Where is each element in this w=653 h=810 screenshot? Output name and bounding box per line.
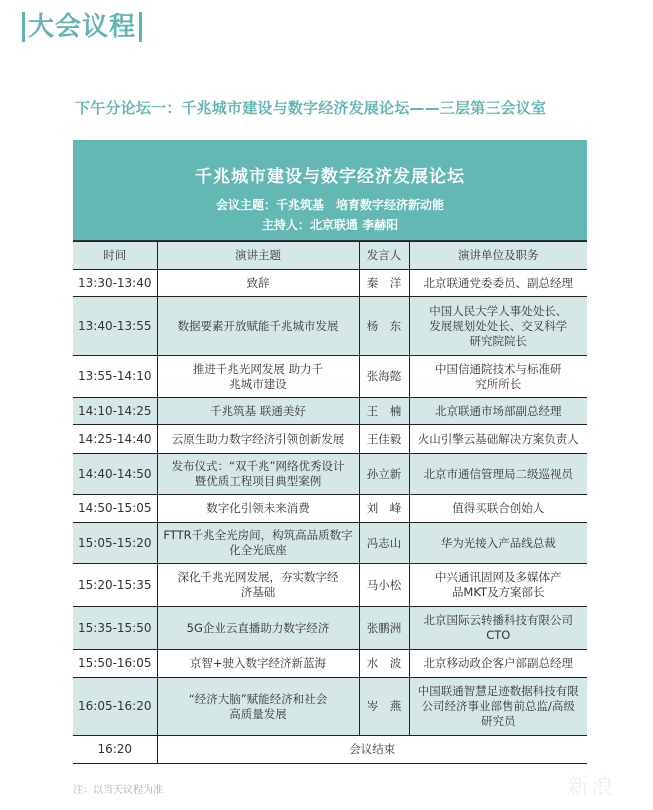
forum-title: 千兆城市建设与数字经济发展论坛 (195, 167, 465, 187)
time-cell: 14:50-15:05 (73, 495, 157, 523)
table-row (73, 454, 587, 495)
table-row (73, 678, 587, 736)
org-cell: 中兴通讯固网及多媒体产品MKT及方案部长 (409, 564, 587, 607)
org-cell: 值得买联合创始人 (409, 495, 587, 523)
speaker-cell: 杨 东 (359, 297, 409, 356)
topic-cell: 数据要素开放赋能千兆城市发展 (157, 297, 359, 356)
footnote: 注：以当天议程为准 (73, 785, 163, 796)
topic-cell: 千兆筑基 联通美好 (157, 398, 359, 425)
topic-cell: 发布仪式：“双千兆”网络优秀设计暨优质工程项目典型案例 (157, 454, 359, 495)
org-cell: 北京国际云转播科技有限公司CTO (409, 607, 587, 650)
table-row (73, 356, 587, 398)
speaker-cell: 刘 峰 (359, 495, 409, 523)
table-row (73, 650, 587, 678)
table-row (73, 270, 587, 297)
section-title (22, 12, 142, 42)
speaker-cell: 冯志山 (359, 523, 409, 564)
agenda-grid (73, 241, 587, 764)
topic-cell: 深化千兆光网发展，夯实数字经济基础 (157, 564, 359, 607)
org-cell: 华为光接入产品线总裁 (409, 523, 587, 564)
column-header-topic: 演讲主题 (157, 242, 359, 270)
topic-cell: 云原生助力数字经济引领创新发展 (157, 425, 359, 454)
speaker-cell: 马小松 (359, 564, 409, 607)
topic-cell: 5G企业云直播助力数字经济 (157, 607, 359, 650)
table-row (73, 398, 587, 425)
speaker-cell: 王 楠 (359, 398, 409, 425)
org-cell: 中国联通智慧足迹数据科技有限公司经济事业部售前总监/高级研究员 (409, 678, 587, 736)
time-cell: 15:35-15:50 (73, 607, 157, 650)
closing-time-cell: 16:20 (73, 736, 157, 764)
time-cell: 16:05-16:20 (73, 678, 157, 736)
speaker-cell: 王佳毅 (359, 425, 409, 454)
topic-cell: 致辞 (157, 270, 359, 297)
time-cell: 14:40-14:50 (73, 454, 157, 495)
speaker-cell: 孙立新 (359, 454, 409, 495)
time-cell: 13:40-13:55 (73, 297, 157, 356)
topic-cell: 推进千兆光网发展 助力千兆城市建设 (157, 356, 359, 398)
column-header-speaker: 发言人 (359, 242, 409, 270)
column-header-row (73, 242, 587, 270)
forum-theme: 会议主题：千兆筑基 培育数字经济新动能 (215, 198, 444, 212)
org-cell: 中国信通院技术与标准研究所所长 (409, 356, 587, 398)
table-row (73, 523, 587, 564)
speaker-cell: 岑 燕 (359, 678, 409, 736)
speaker-cell: 张鹏洲 (359, 607, 409, 650)
topic-cell: “经济大脑”赋能经济和社会高质量发展 (157, 678, 359, 736)
title-bar-right (139, 12, 142, 42)
org-cell: 北京联通党委委员、副总经理 (409, 270, 587, 297)
time-cell: 14:25-14:40 (73, 425, 157, 454)
column-header-org: 演讲单位及职务 (409, 242, 587, 270)
time-cell: 14:10-14:25 (73, 398, 157, 425)
org-cell: 北京市通信管理局二级巡视员 (409, 454, 587, 495)
org-cell: 中国人民大学人事处处长、发展规划处处长、交叉科学研究院院长 (409, 297, 587, 356)
time-cell: 15:50-16:05 (73, 650, 157, 678)
time-cell: 15:05-15:20 (73, 523, 157, 564)
org-cell: 北京联通市场部副总经理 (409, 398, 587, 425)
table-row (73, 564, 587, 607)
speaker-cell: 水 波 (359, 650, 409, 678)
topic-cell: FTTR千兆全光房间，构筑高品质数字化全光底座 (157, 523, 359, 564)
time-cell: 15:20-15:35 (73, 564, 157, 607)
table-row (73, 607, 587, 650)
org-cell: 北京移动政企客户部副总经理 (409, 650, 587, 678)
topic-cell: 京智+驶入数字经济新蓝海 (157, 650, 359, 678)
table-row (73, 297, 587, 356)
column-header-time: 时间 (73, 242, 157, 270)
session-subtitle: 下午分论坛一：千兆城市建设与数字经济发展论坛——三层第三会议室 (75, 99, 547, 117)
speaker-cell: 张海懿 (359, 356, 409, 398)
closing-label-cell: 会议结束 (157, 736, 587, 764)
time-cell: 13:30-13:40 (73, 270, 157, 297)
table-row (73, 495, 587, 523)
topic-cell: 数字化引领未来消费 (157, 495, 359, 523)
section-title-text: 大会议程 (28, 12, 137, 42)
agenda-table (73, 140, 587, 764)
closing-row (73, 736, 587, 764)
org-cell: 火山引擎云基础解决方案负责人 (409, 425, 587, 454)
forum-host: 主持人：北京联通 李赫阳 (261, 218, 399, 232)
time-cell: 13:55-14:10 (73, 356, 157, 398)
forum-header (73, 140, 587, 241)
speaker-cell: 秦 洋 (359, 270, 409, 297)
table-row (73, 425, 587, 454)
watermark-logo: 新浪 (567, 775, 616, 800)
